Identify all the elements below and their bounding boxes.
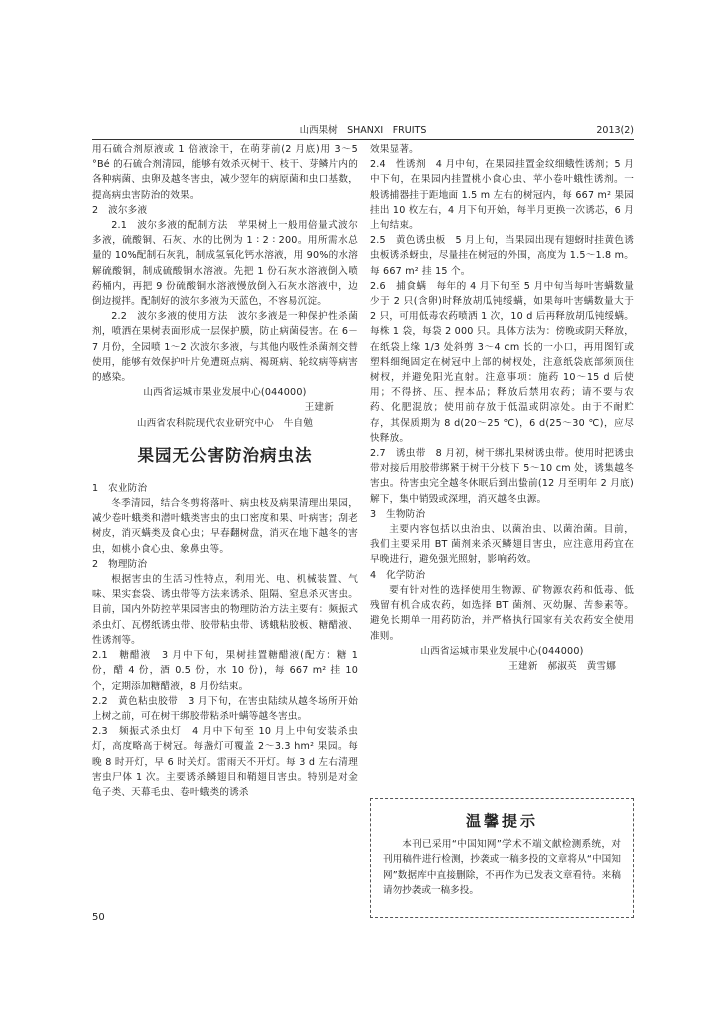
paragraph: 要有针对性的选择使用生物源、矿物源农药和低毒、低残留有机合成农药，如选择 BT 菌剂、灭幼脲、苦参素等。避免长期单一用药防治，并严格执行国家有关农药安全使用准则。	[370, 584, 634, 642]
author-affiliation: 山西省运城市果业发展中心(044000)	[420, 645, 584, 657]
right-column	[370, 142, 634, 674]
paragraph: 2.6 捕食螨 每年的 4 月下旬至 5 月中旬当每叶害螨数量少于 2 只(含卵)时释放胡瓜钝绥螨，如果每叶害螨数量大于 2 只，可用低毒农药喷洒 1 次，10 d 后再释放胡瓜钝绥螨。每株 1 袋，每袋 2 000 只。具体方法为：傍晚或阴天释放，在纸袋上缘 1/3 处斜剪 3～4 cm 长的一小口，再用图钉或塑料细绳固定在树冠中上部的树杈处，注意纸袋底部须顶住树杈，并避免阳光直射。注意事项：施药 10～15 d 后使用；不得挤、压、捏本品；释放后禁用农药；请不要与农药、化肥混放；使用前存放于低温或阴凉处。由于不耐贮存，其保质期为 8 d(20～25 ℃)，6 d(25～30 ℃)，应尽快释放。	[370, 280, 634, 444]
author-affiliation: 山西省运城市果业发展中心(044000)	[143, 387, 307, 399]
paragraph: 根据害虫的生活习性特点，利用光、电、机械装置、气味、果实套袋、诱虫带等方法来诱杀、阻隔、窒息杀灭害虫。目前，国内外防控苹果园害虫的物理防治方法主要有：频振式杀虫灯、瓦楞纸诱虫带、胶带粘虫带、诱蛾粘胶板、糖醋液、性诱剂等。	[92, 574, 358, 646]
paragraph: 2.3 频振式杀虫灯 4 月中下旬至 10 月上中旬安装杀虫灯，高度略高于树冠。每盏灯可覆盖 2～3.3 hm² 果园。每晚 8 时开灯，早 6 时关灯。雷雨天不开灯。每 3 d 左右清理害虫尸体 1 次。主要诱杀鳞翅目和鞘翅目害虫。特别是对金龟子类、天幕毛虫、卷叶蛾类的诱杀	[92, 726, 358, 798]
journal-name: 山西果树 SHANXI FRUITS	[299, 125, 427, 136]
running-header	[92, 125, 634, 140]
section-heading: 2 物理防治	[92, 558, 148, 570]
section-heading: 1 农业防治	[92, 482, 148, 494]
page-number: 50	[92, 912, 105, 923]
paragraph: 2.2 波尔多液的使用方法 波尔多液是一种保护性杀菌剂，喷洒在果树表面形成一层保护膜，防止病菌侵害。在 6－7 月份，全园喷 1～2 次波尔多液，与其他内吸性杀菌剂交替使用，能够有效保护叶片免遭斑点病、褐斑病、轮纹病等病害的感染。	[92, 311, 358, 384]
paragraph: 用石硫合剂原液或 1 倍液涂干，在萌芽前(2 月底)用 3～5 °Bé 的石硫合剂清园，能够有效杀灭树干、枝干、芽鳞片内的各种病菌、虫卵及越冬害虫，减少翌年的病原菌和虫口基数，提高病虫害防治的效果。	[92, 144, 358, 201]
left-column	[92, 142, 358, 800]
section-heading: 2 波尔多液	[92, 204, 148, 216]
paragraph: 2.1 波尔多液的配制方法 苹果树上一般用倍量式波尔多液，硫酸铜、石灰、水的比例为 1 ∶ 2 ∶ 200。用所需水总量的 10%配制石灰乳，制成氢氧化钙水溶液，用 90%的水溶解硫酸铜，制成硫酸铜水溶液。先把 1 份石灰水溶液倒入喷药桶内，再把 9 份硫酸铜水溶液慢放倒入石灰水溶液中，边倒边搅拌。配制好的波尔多液为天蓝色，不容易沉淀。	[92, 220, 358, 308]
paragraph: 2.2 黄色粘虫胶带 3 月下旬，在害虫陆续从越冬场所开始上树之前，可在树干绑胶带粘杀叶螨等越冬害虫。	[92, 695, 358, 722]
author-name: 王建新	[304, 402, 334, 414]
section-heading: 4 化学防治	[370, 569, 426, 581]
paragraph: 2.1 糖醋液 3 月中下旬，果树挂置糖醋液(配方：糖 1 份，醋 4 份，酒 0.5 份，水 10 份)，每 667 m² 挂 10 个，定期添加糖醋液，8 月份结束。	[92, 650, 358, 692]
paragraph: 2.5 黄色诱虫板 5 月上旬，当果园出现有翅蚜时挂黄色诱虫板诱杀蚜虫，尽量挂在树冠的外围，高度为 1.5～1.8 m。每 667 m² 挂 15 个。	[370, 235, 634, 277]
issue-number: 2013(2)	[596, 125, 634, 136]
paragraph: 2.7 诱虫带 8 月初，树干绑扎果树诱虫带。使用时把诱虫带对接后用胶带绑紧于树干分枝下 5～10 cm 处，诱集越冬害虫。待害虫完全越冬休眠后到出蛰前(12 月至明年 2 月底)解下，集中销毁或深埋，消灭越冬虫源。	[370, 448, 634, 505]
paragraph: 效果显著。	[370, 144, 419, 155]
notice-box	[370, 798, 634, 918]
section-heading: 3 生物防治	[370, 508, 426, 520]
notice-title: 温馨提示	[465, 812, 538, 830]
paragraph: 冬季清园，结合冬剪将落叶、病虫枝及病果清理出果园，减少卷叶蛾类和潜叶蛾类害虫的虫口密度和果、叶病害；刮老树皮，消灭螨类及食心虫；早春翻树盘，消灭在地下越冬的害虫，如桃小食心虫、象鼻虫等。	[92, 498, 358, 555]
paragraph: 主要内容包括以虫治虫、以菌治虫、以菌治菌。目前，我们主要采用 BT 菌剂来杀灭鳞翅目害虫，应注意用药宜在早晚进行，避免强光照射，影响药效。	[370, 524, 634, 566]
article-title: 果园无公害防治病虫法	[137, 445, 313, 465]
author-affiliation: 山西省农科院现代农业研究中心 牛自勉	[136, 417, 314, 429]
paragraph: 2.4 性诱剂 4 月中旬，在果园挂置金纹细蛾性诱剂；5 月中下旬，在果园内挂置桃小食心虫、苹小卷叶蛾性诱剂。一般诱捕器挂于距地面 1.5 m 左右的树冠内，每 667 m² 果园挂出 10 枚左右，4 月下旬开始，每半月更换一次诱芯，6 月上旬结束。	[370, 159, 634, 232]
notice-body: 本刊已采用“中国知网”学术不端文献检测系统，对刊用稿件进行检测，抄袭或一稿多投的文章将从“中国知网”数据库中直接删除，不再作为已发表文章看待。来稿请勿抄袭或一稿多投。	[383, 839, 621, 897]
author-names: 王建新 郝淑英 黄雪娜	[508, 660, 616, 672]
